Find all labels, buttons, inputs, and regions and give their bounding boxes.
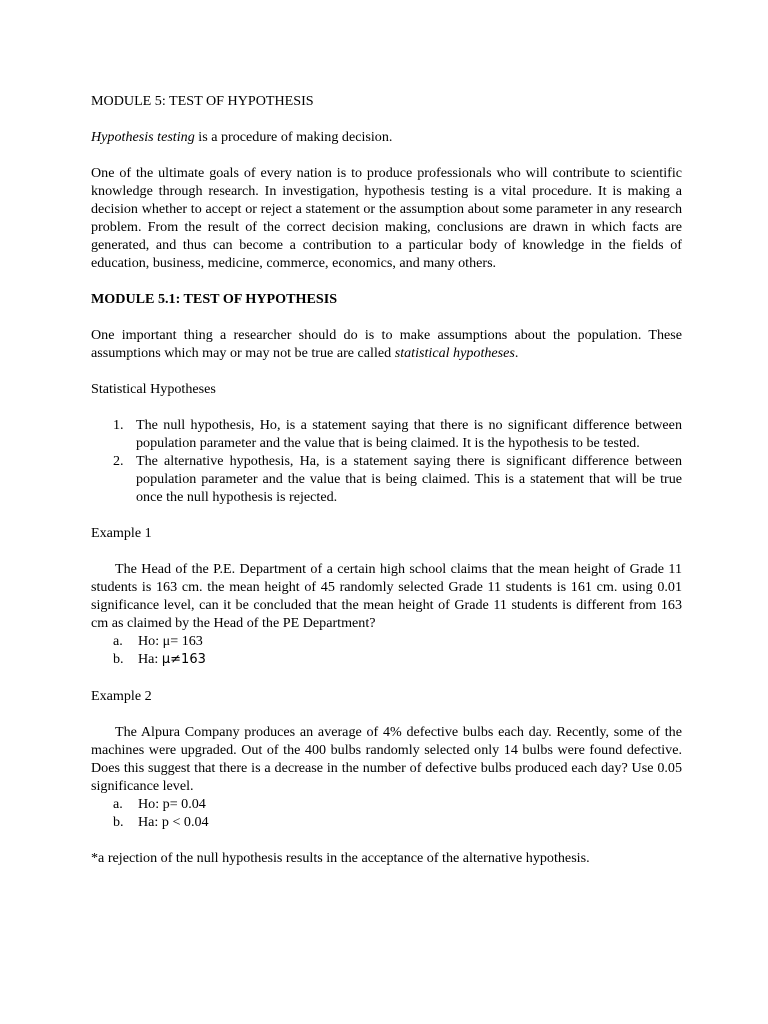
list-item-letter: a. [113, 796, 123, 812]
footnote: *a rejection of the null hypothesis results in the acceptance of the alternative hypothesis. [91, 850, 590, 866]
list-item [113, 813, 682, 831]
list-item-text: The null hypothesis, Ho, is a statement saying that there is no significant difference between population parameter and the value that is being claimed. It is the hypothesis to be tested. [136, 417, 682, 451]
list-item-number: 2. [113, 453, 124, 469]
definition-paragraph [91, 128, 682, 146]
assumptions-term: statistical hypotheses [394, 345, 515, 361]
assumptions-paragraph [91, 326, 682, 362]
list-item [113, 650, 682, 669]
definition-term: Hypothesis testing [91, 129, 195, 145]
example2-heading: Example 2 [91, 688, 152, 704]
example1-heading: Example 1 [91, 525, 152, 541]
hypotheses-list [91, 416, 682, 506]
example2-text: The Alpura Company produces an average of 4% defective bulbs each day. Recently, some of the machines were upgraded. Out of the 400 bulbs randomly selected only 14 bulbs were found defective. Does this suggest that there is a decrease in the number of defective bulbs produced each day? Use 0.05 significance level. [91, 724, 682, 794]
list-item [113, 452, 682, 506]
list-item [113, 795, 682, 813]
list-item-text: Ho: p= 0.04 [138, 796, 206, 812]
list-item-letter: b. [113, 651, 124, 667]
module-title: MODULE 5: TEST OF HYPOTHESIS [91, 93, 314, 109]
list-item-number: 1. [113, 417, 124, 433]
statistical-hypotheses-heading: Statistical Hypotheses [91, 381, 216, 397]
section-title: MODULE 5.1: TEST OF HYPOTHESIS [91, 291, 338, 307]
list-item-label: Ha: [138, 651, 159, 667]
example2-list [91, 795, 682, 831]
example1-list [91, 632, 682, 669]
list-item-text: Ho: μ= 163 [138, 633, 203, 649]
list-item-letter: b. [113, 814, 124, 830]
list-item-text: The alternative hypothesis, Ha, is a statement saying there is significant difference between population parameter and the value that is being claimed. This is a statement that will be true once the null hypothesis is rejected. [136, 453, 682, 505]
list-item-text: Ha: p < 0.04 [138, 814, 209, 830]
list-item [113, 632, 682, 650]
example1-text: The Head of the P.E. Department of a certain high school claims that the mean height of Grade 11 students is 163 cm. the mean height of 45 randomly selected Grade 11 students is 161 cm. using 0.01 significance level, can it be concluded that the mean height of Grade 11 students is different from 163 cm as claimed by the Head of the PE Department? [91, 561, 682, 631]
list-item-math: μ≠163 [161, 652, 206, 667]
assumptions-text: One important thing a researcher should do is to make assumptions about the population. These assumptions which may or may not be true are called [91, 327, 682, 361]
intro-paragraph: One of the ultimate goals of every nation is to produce professionals who will contribute to scientific knowledge through research. In investigation, hypothesis testing is a vital procedure. It is making a decision whether to accept or reject a statement or the assumption about some parameter in any research problem. From the result of the correct decision making, conclusions are drawn in which facts are generated, and thus can become a contribution to a particular body of knowledge in the fields of education, business, medicine, commerce, economics, and many others. [91, 165, 682, 271]
assumptions-end: . [514, 345, 519, 361]
list-item [113, 416, 682, 452]
list-item-letter: a. [113, 633, 123, 649]
definition-rest: is a procedure of making decision. [194, 129, 393, 145]
